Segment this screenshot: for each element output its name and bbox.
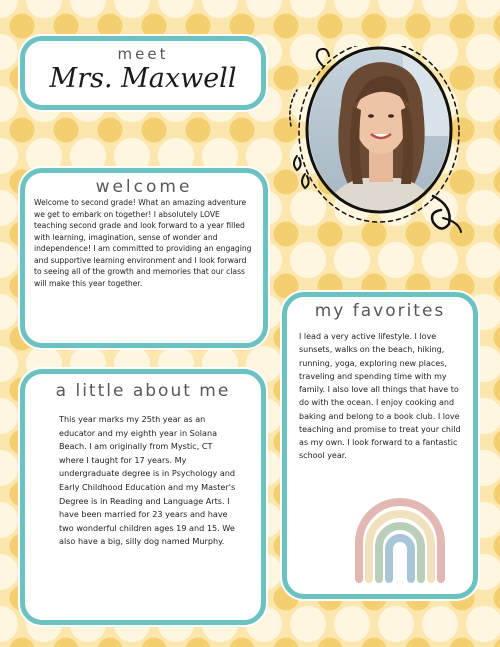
about-card [20,369,266,625]
portrait-frame [283,46,473,242]
title-card [20,36,266,110]
rainbow-arc-4 [389,538,411,579]
welcome-card [20,168,268,348]
welcome-text: Welcome to second grade! What an amazing adventure we get to embark on together! I absolutely LOVE teaching second grade and look forward to a year filled with learning, imagination, sense of wonder and independence! I am committed to providing an engaging and supportive learning environment and I look forward to seeing all of the growth and memories that our class will make this year together. [34,198,252,288]
teacher-name: Mrs. Maxwell [49,63,237,94]
rainbow-illustration [349,493,451,585]
welcome-heading: welcome [95,177,193,197]
about-text: This year marks my 25th year as an educator and my eighth year in Solana Beach. I am originally from Mystic, CT where I taught for 17 years. My undergraduate degree is in Psychology and Early Childhood Education and my Master's Degree is in Reading and Language Arts. I have been married for 23 years and have two wonderful children ages 19 and 15. We also have a big, silly dog named Murphy. [59,414,236,547]
favorites-text: I lead a very active lifestyle. I love sunsets, walks on the beach, hiking, running, yoga, exploring new places, traveling and spending time with my family. I also love all things that have to do with the ocean. I enjoy cooking and baking and belong to a book club. I love teaching and promise to treat your child as my own. I look forward to a fantastic school year. [299,332,461,461]
favorites-heading: my favorites [314,301,446,321]
about-heading: a little about me [55,381,231,401]
meet-label: meet [117,45,169,63]
favorites-card [282,292,478,599]
